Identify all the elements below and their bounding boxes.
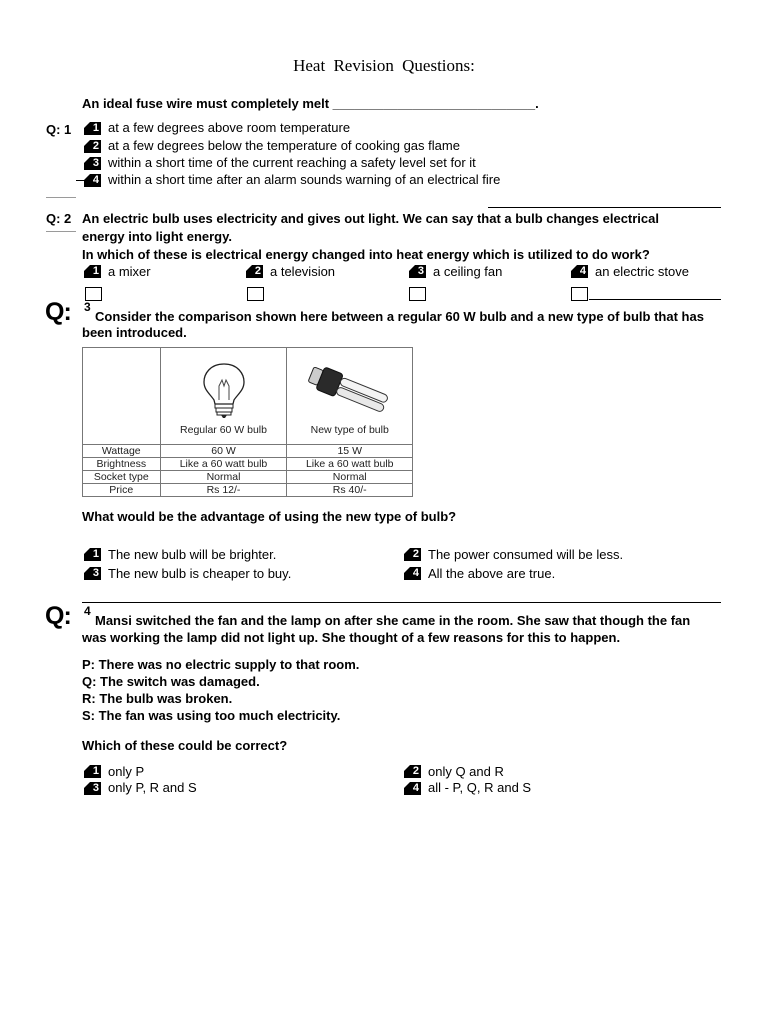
q2-stem-line1: An electric bulb uses electricity and gives out light. We can say that a bulb changes electrical bbox=[82, 211, 659, 226]
q2-short-rule bbox=[46, 231, 76, 232]
q1-option-1-badge[interactable]: 1 bbox=[84, 122, 101, 135]
q2-answer-box-1[interactable] bbox=[85, 287, 102, 301]
q2-option-2-badge[interactable]: 2 bbox=[246, 265, 263, 278]
incandescent-bulb-icon bbox=[194, 360, 254, 420]
q4-option-4-badge[interactable]: 4 bbox=[404, 782, 421, 795]
new-value: Like a 60 watt bulb bbox=[287, 458, 413, 471]
q1-option-4-tick bbox=[76, 180, 84, 181]
table-row bbox=[83, 471, 413, 484]
table-row bbox=[83, 458, 413, 471]
q1-option-4-badge[interactable]: 4 bbox=[84, 174, 101, 187]
regular-value: Normal bbox=[160, 471, 287, 484]
q2-option-3-badge[interactable]: 3 bbox=[409, 265, 426, 278]
q4-option-2-badge[interactable]: 2 bbox=[404, 765, 421, 778]
new-value: Rs 40/- bbox=[287, 484, 413, 497]
bulb-comparison-table bbox=[82, 347, 413, 497]
q2-answer-box-3[interactable] bbox=[409, 287, 426, 301]
q3-option-4-badge[interactable]: 4 bbox=[404, 567, 421, 580]
q3-option-2-text: The power consumed will be less. bbox=[428, 547, 624, 562]
q1-stem: An ideal fuse wire must completely melt ____________________________. bbox=[82, 96, 539, 111]
q1-option-4-text: within a short time after an alarm sounds warning of an electrical fire bbox=[108, 172, 501, 187]
new-value: Normal bbox=[287, 471, 413, 484]
regular-bulb-cell bbox=[160, 348, 287, 445]
q4-reason-q: Q: The switch was damaged. bbox=[82, 674, 260, 689]
table-corner-cell bbox=[83, 348, 161, 445]
q2-stem-line3: In which of these is electrical energy changed into heat energy which is utilized to do work? bbox=[82, 247, 650, 262]
q4-reason-s: S: The fan was using too much electricity. bbox=[82, 708, 341, 723]
q4-option-3-badge[interactable]: 3 bbox=[84, 782, 101, 795]
q1-option-2-badge[interactable]: 2 bbox=[84, 140, 101, 153]
q3-number: 3 bbox=[84, 300, 91, 314]
q3-option-4-text: All the above are true. bbox=[428, 566, 556, 581]
q2-label: Q: 2 bbox=[46, 211, 72, 226]
q3-top-rule bbox=[589, 299, 721, 300]
q3-stem-line2: been introduced. bbox=[82, 325, 187, 340]
q4-option-4-text: all - P, Q, R and S bbox=[428, 780, 532, 795]
row-label: Wattage bbox=[83, 445, 161, 458]
q1-label: Q: 1 bbox=[46, 122, 72, 137]
row-label: Socket type bbox=[83, 471, 161, 484]
regular-value: 60 W bbox=[160, 445, 287, 458]
q3-option-1-badge[interactable]: 1 bbox=[84, 548, 101, 561]
q1-option-3-badge[interactable]: 3 bbox=[84, 157, 101, 170]
q1-option-3-text: within a short time of the current reaching a safety level set for it bbox=[108, 155, 476, 170]
q1-option-2-text: at a few degrees below the temperature of cooking gas flame bbox=[108, 138, 460, 153]
page-title: Heat Revision Questions: bbox=[293, 56, 475, 75]
q4-option-1-text: only P bbox=[108, 764, 145, 779]
q3-question: What would be the advantage of using the new type of bulb? bbox=[82, 509, 457, 524]
q2-option-2-text: a television bbox=[270, 264, 336, 279]
regular-bulb-caption: Regular 60 W bulb bbox=[180, 424, 267, 436]
regular-value: Like a 60 watt bulb bbox=[160, 458, 287, 471]
q4-label: Q: bbox=[45, 602, 71, 630]
q4-reason-p: P: There was no electric supply to that room. bbox=[82, 657, 360, 672]
table-row bbox=[83, 484, 413, 497]
q3-label: Q: bbox=[45, 298, 71, 326]
q2-answer-box-2[interactable] bbox=[247, 287, 264, 301]
q1-short-rule bbox=[46, 197, 76, 198]
cfl-bulb-icon bbox=[302, 362, 398, 418]
new-bulb-cell bbox=[287, 348, 413, 445]
q4-question: Which of these could be correct? bbox=[82, 738, 288, 753]
q4-stem-line1: Mansi switched the fan and the lamp on after she came in the room. She saw that though the fan bbox=[95, 613, 691, 628]
q2-stem-line2: energy into light energy. bbox=[82, 229, 233, 244]
q4-option-3-text: only P, R and S bbox=[108, 780, 197, 795]
new-bulb-caption: New type of bulb bbox=[310, 424, 389, 436]
q3-stem-line1: Consider the comparison shown here between a regular 60 W bulb and a new type of bulb that has bbox=[95, 309, 704, 324]
regular-value: Rs 12/- bbox=[160, 484, 287, 497]
q4-option-1-badge[interactable]: 1 bbox=[84, 765, 101, 778]
q4-option-2-text: only Q and R bbox=[428, 764, 504, 779]
q1-option-1-text: at a few degrees above room temperature bbox=[108, 120, 351, 135]
q2-answer-box-4[interactable] bbox=[571, 287, 588, 301]
q3-option-3-badge[interactable]: 3 bbox=[84, 567, 101, 580]
q2-option-4-badge[interactable]: 4 bbox=[571, 265, 588, 278]
q4-top-rule bbox=[82, 602, 721, 603]
q3-option-1-text: The new bulb will be brighter. bbox=[108, 547, 277, 562]
q2-option-1-badge[interactable]: 1 bbox=[84, 265, 101, 278]
q3-option-2-badge[interactable]: 2 bbox=[404, 548, 421, 561]
new-value: 15 W bbox=[287, 445, 413, 458]
q4-number: 4 bbox=[84, 604, 91, 618]
row-label: Brightness bbox=[83, 458, 161, 471]
q2-option-4-text: an electric stove bbox=[595, 264, 689, 279]
q4-reason-r: R: The bulb was broken. bbox=[82, 691, 233, 706]
row-label: Price bbox=[83, 484, 161, 497]
q3-option-3-text: The new bulb is cheaper to buy. bbox=[108, 566, 292, 581]
table-row bbox=[83, 445, 413, 458]
q2-option-1-text: a mixer bbox=[108, 264, 151, 279]
q2-top-rule bbox=[488, 207, 721, 208]
q2-option-3-text: a ceiling fan bbox=[433, 264, 503, 279]
q4-stem-line2: was working the lamp did not light up. She thought of a few reasons for this to happen. bbox=[82, 630, 621, 645]
